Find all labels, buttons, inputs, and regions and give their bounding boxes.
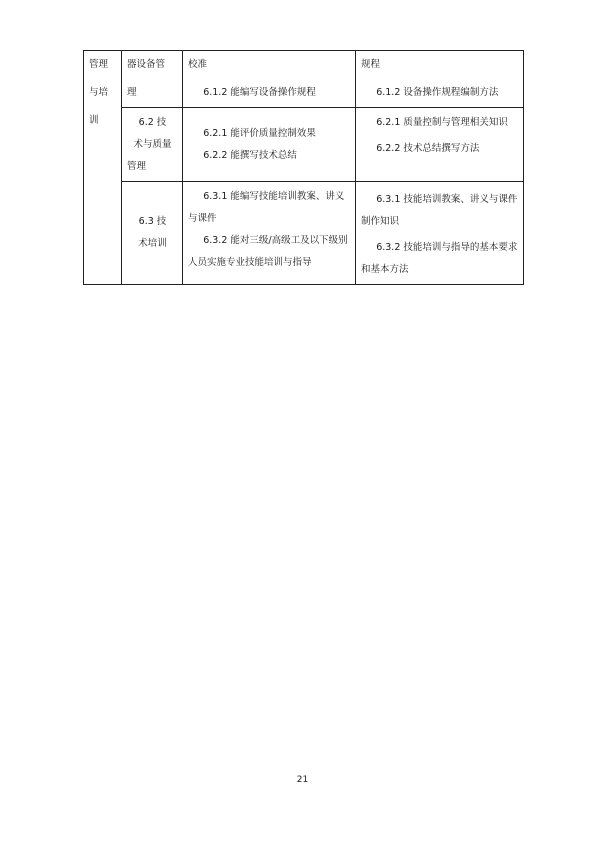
subcategory-line: 术与质量 (133, 139, 172, 150)
table-row (84, 51, 524, 108)
skill-cell (183, 108, 356, 182)
category-line: 管理 (89, 59, 109, 70)
subcategory-line: 6.2 技 (138, 117, 167, 128)
knowledge-item: 6.2.2 技术总结撰写方法 (376, 143, 480, 154)
skill-cell (183, 182, 356, 285)
skill-text: 6.1.2 能编写设备操作规程 (203, 87, 316, 98)
skill-text: 校准 (188, 59, 208, 70)
knowledge-cell (356, 108, 524, 182)
subcategory-line: 管理 (127, 161, 147, 172)
knowledge-item: 6.3.1 技能培训教案、讲义与课件制作知识 (361, 194, 518, 227)
skills-table (83, 50, 524, 285)
skill-item: 6.2.2 能撰写技术总结 (203, 149, 297, 161)
table-row (84, 182, 524, 285)
subcategory-cell (122, 108, 183, 182)
subcategory-cell (122, 182, 183, 285)
skill-item: 6.3.2 能对三级/高级工及以下级别人员实施专业技能培训与指导 (188, 235, 348, 268)
skill-item: 6.2.1 能评价质量控制效果 (203, 127, 316, 139)
skill-cell (183, 51, 356, 108)
knowledge-text: 规程 (361, 59, 381, 70)
category-cell (84, 51, 122, 285)
table-row (84, 108, 524, 182)
knowledge-item: 6.2.1 质量控制与管理相关知识 (376, 117, 508, 128)
knowledge-item: 6.3.2 技能培训与指导的基本要求和基本方法 (361, 242, 518, 275)
page-number: 21 (296, 775, 309, 785)
knowledge-cell (356, 51, 524, 108)
subcategory-line: 器设备管 (127, 59, 166, 70)
skill-item: 6.3.1 能编写技能培训教案、讲义与课件 (188, 191, 345, 224)
category-line: 与培 (89, 87, 109, 98)
knowledge-text: 6.1.2 设备操作规程编制方法 (376, 87, 499, 98)
subcategory-line: 理 (127, 87, 137, 98)
subcategory-line: 6.3 技 (138, 216, 167, 227)
subcategory-cell (122, 51, 183, 108)
knowledge-cell (356, 182, 524, 285)
subcategory-line: 术培训 (138, 238, 167, 249)
category-line: 训 (89, 115, 99, 126)
